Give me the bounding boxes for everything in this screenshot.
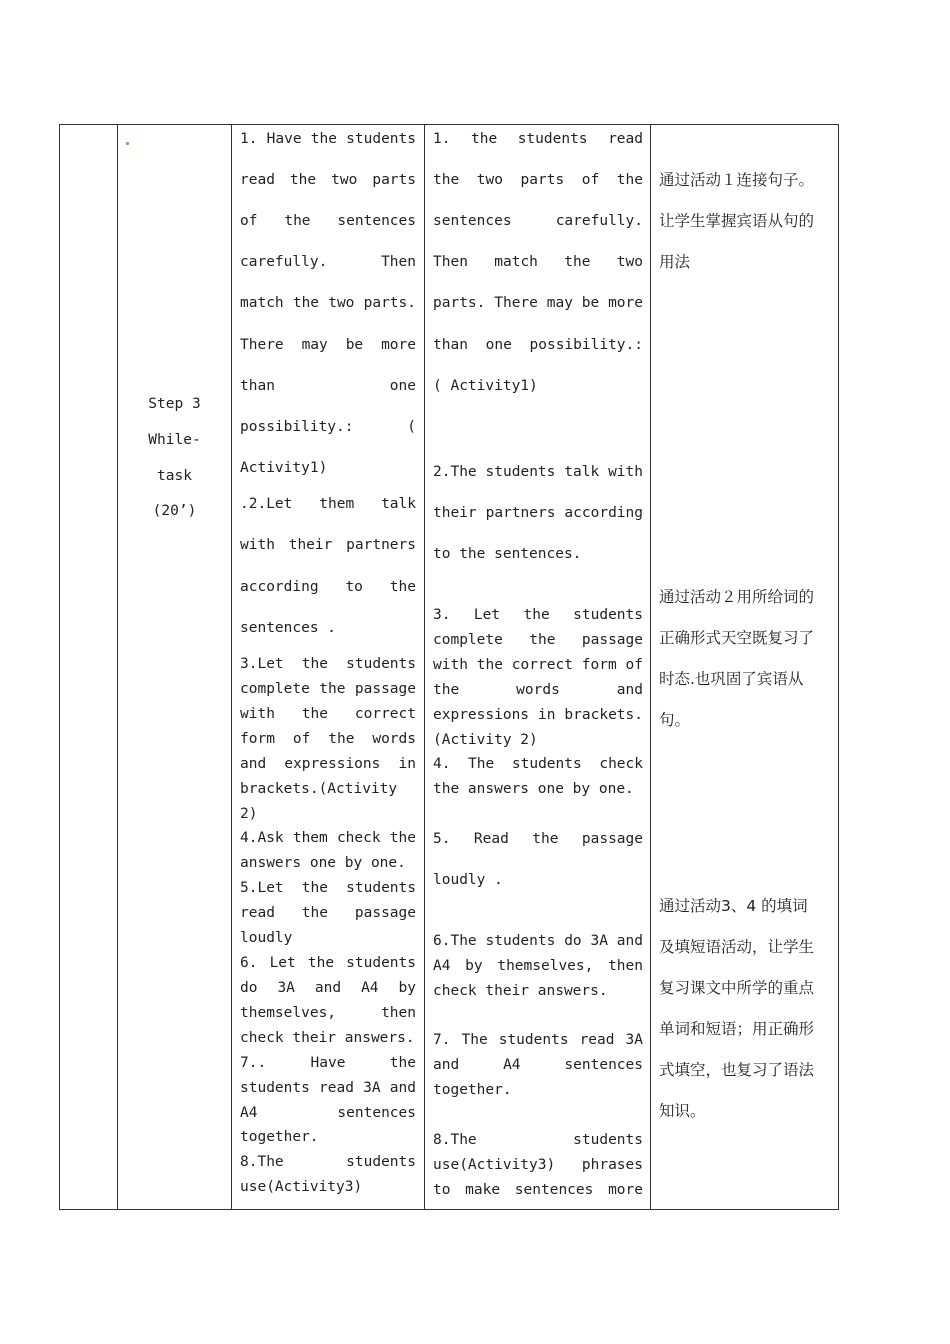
step-phase-cont: task	[157, 468, 192, 484]
student-line: the answers one by one.	[433, 781, 634, 797]
teacher-line: loudly	[240, 930, 293, 946]
student-line: (Activity 2)	[433, 732, 538, 748]
step-cell	[118, 125, 231, 1209]
student-line: complete the passage	[433, 632, 643, 648]
teacher-line: of the sentences	[240, 213, 416, 229]
teacher-line: 2)	[240, 806, 258, 822]
student-line: with the correct form of	[433, 657, 643, 673]
teacher-line: brackets.(Activity	[240, 781, 398, 797]
purpose-line: 式填空，也复习了语法	[659, 1061, 815, 1079]
student-line: sentences carefully.	[433, 213, 643, 229]
teacher-line: Activity1)	[240, 460, 328, 476]
teacher-activity-cell	[240, 125, 416, 1209]
student-line: Then match the two	[433, 254, 643, 270]
purpose-line: 知识。	[659, 1102, 706, 1120]
teacher-line: carefully. Then	[240, 254, 416, 270]
purpose-line: 用法	[659, 253, 691, 271]
student-line: ( Activity1)	[433, 378, 538, 394]
student-line: 5. Read the passage	[433, 831, 643, 847]
student-line: to the sentences.	[433, 546, 582, 562]
teacher-line: 4.Ask them check the	[240, 830, 416, 846]
teacher-line: possibility.: (	[240, 419, 416, 435]
teacher-line: students read 3A and	[240, 1080, 416, 1096]
teacher-line: together.	[240, 1129, 319, 1145]
teacher-line: with their partners	[240, 537, 416, 553]
purpose-line: 及填短语活动，让学生	[659, 938, 815, 956]
step-title: Step 3	[148, 396, 201, 412]
teacher-line: form of the words	[240, 731, 416, 747]
teacher-line: 5.Let the students	[240, 880, 416, 896]
teacher-line: match the two parts.	[240, 295, 416, 311]
student-line: use(Activity3) phrases	[433, 1157, 643, 1173]
purpose-line: 单词和短语；用正确形	[659, 1020, 815, 1038]
step-time: (20’)	[152, 503, 197, 519]
student-line: their partners according	[433, 505, 643, 521]
purpose-line: 复习课文中所学的重点	[659, 979, 815, 997]
column-divider	[424, 125, 425, 1209]
teacher-line: complete the passage	[240, 681, 416, 697]
student-line: 7. The students read 3A	[433, 1032, 643, 1048]
teacher-line: and expressions in	[240, 756, 416, 772]
student-line: 8.The students	[433, 1132, 643, 1148]
student-line: A4 by themselves, then	[433, 958, 643, 974]
teacher-line: read the two parts	[240, 172, 416, 188]
student-line: check their answers.	[433, 983, 608, 999]
teacher-line: 6. Let the students	[240, 955, 416, 971]
purpose-line: 让学生掌握宾语从句的	[659, 212, 815, 230]
stray-mark	[126, 142, 129, 145]
student-line: and A4 sentences	[433, 1057, 643, 1073]
step-phase: While-	[148, 432, 201, 448]
student-line: parts. There may be more	[433, 295, 643, 311]
teacher-line: themselves, then	[240, 1005, 416, 1021]
teacher-line: 7.. Have the	[240, 1055, 416, 1071]
teacher-line: sentences .	[240, 620, 337, 636]
student-line: 2.The students talk with	[433, 464, 643, 480]
teacher-line: than one	[240, 378, 416, 394]
teacher-line: read the passage	[240, 905, 416, 921]
empty-cell	[60, 125, 117, 1209]
student-activity-cell	[433, 125, 643, 1209]
student-line: loudly .	[433, 872, 503, 888]
student-line: 3. Let the students	[433, 607, 643, 623]
column-divider	[650, 125, 651, 1209]
teacher-line: .2.Let them talk	[240, 496, 416, 512]
teacher-line: do 3A and A4 by	[240, 980, 416, 996]
teacher-line: with the correct	[240, 706, 416, 722]
design-purpose-cell	[659, 125, 835, 1209]
purpose-line: 通过活动１连接句子。	[659, 171, 815, 189]
teacher-line: check their answers.	[240, 1030, 415, 1046]
purpose-line: 通过活动3、4 的填词	[659, 897, 808, 915]
teacher-line: 3.Let the students	[240, 656, 416, 672]
student-line: than one possibility.:	[433, 337, 643, 353]
student-line: 4. The students check	[433, 756, 643, 772]
student-line: the words and	[433, 682, 643, 698]
teacher-line: There may be more	[240, 337, 416, 353]
student-line: 6.The students do 3A and	[433, 933, 643, 949]
teacher-line: according to the	[240, 579, 416, 595]
purpose-line: 通过活动２用所给词的	[659, 588, 815, 606]
teacher-line: A4 sentences	[240, 1105, 416, 1121]
student-line: together.	[433, 1082, 512, 1098]
teacher-line: answers one by one.	[240, 855, 406, 871]
student-line: 1. the students read	[433, 131, 643, 147]
purpose-line: 时态.也巩固了宾语从	[659, 670, 804, 688]
purpose-line: 句。	[659, 711, 691, 729]
purpose-line: 正确形式天空既复习了	[659, 629, 815, 647]
student-line: the two parts of the	[433, 172, 643, 188]
student-line: to make sentences more	[433, 1182, 643, 1198]
column-divider	[231, 125, 232, 1209]
teacher-line: 8.The students	[240, 1154, 416, 1170]
student-line: expressions in brackets.	[433, 707, 643, 723]
lesson-plan-table	[59, 124, 839, 1210]
teacher-line: 1. Have the students	[240, 131, 416, 147]
teacher-line: use(Activity3)	[240, 1179, 363, 1195]
